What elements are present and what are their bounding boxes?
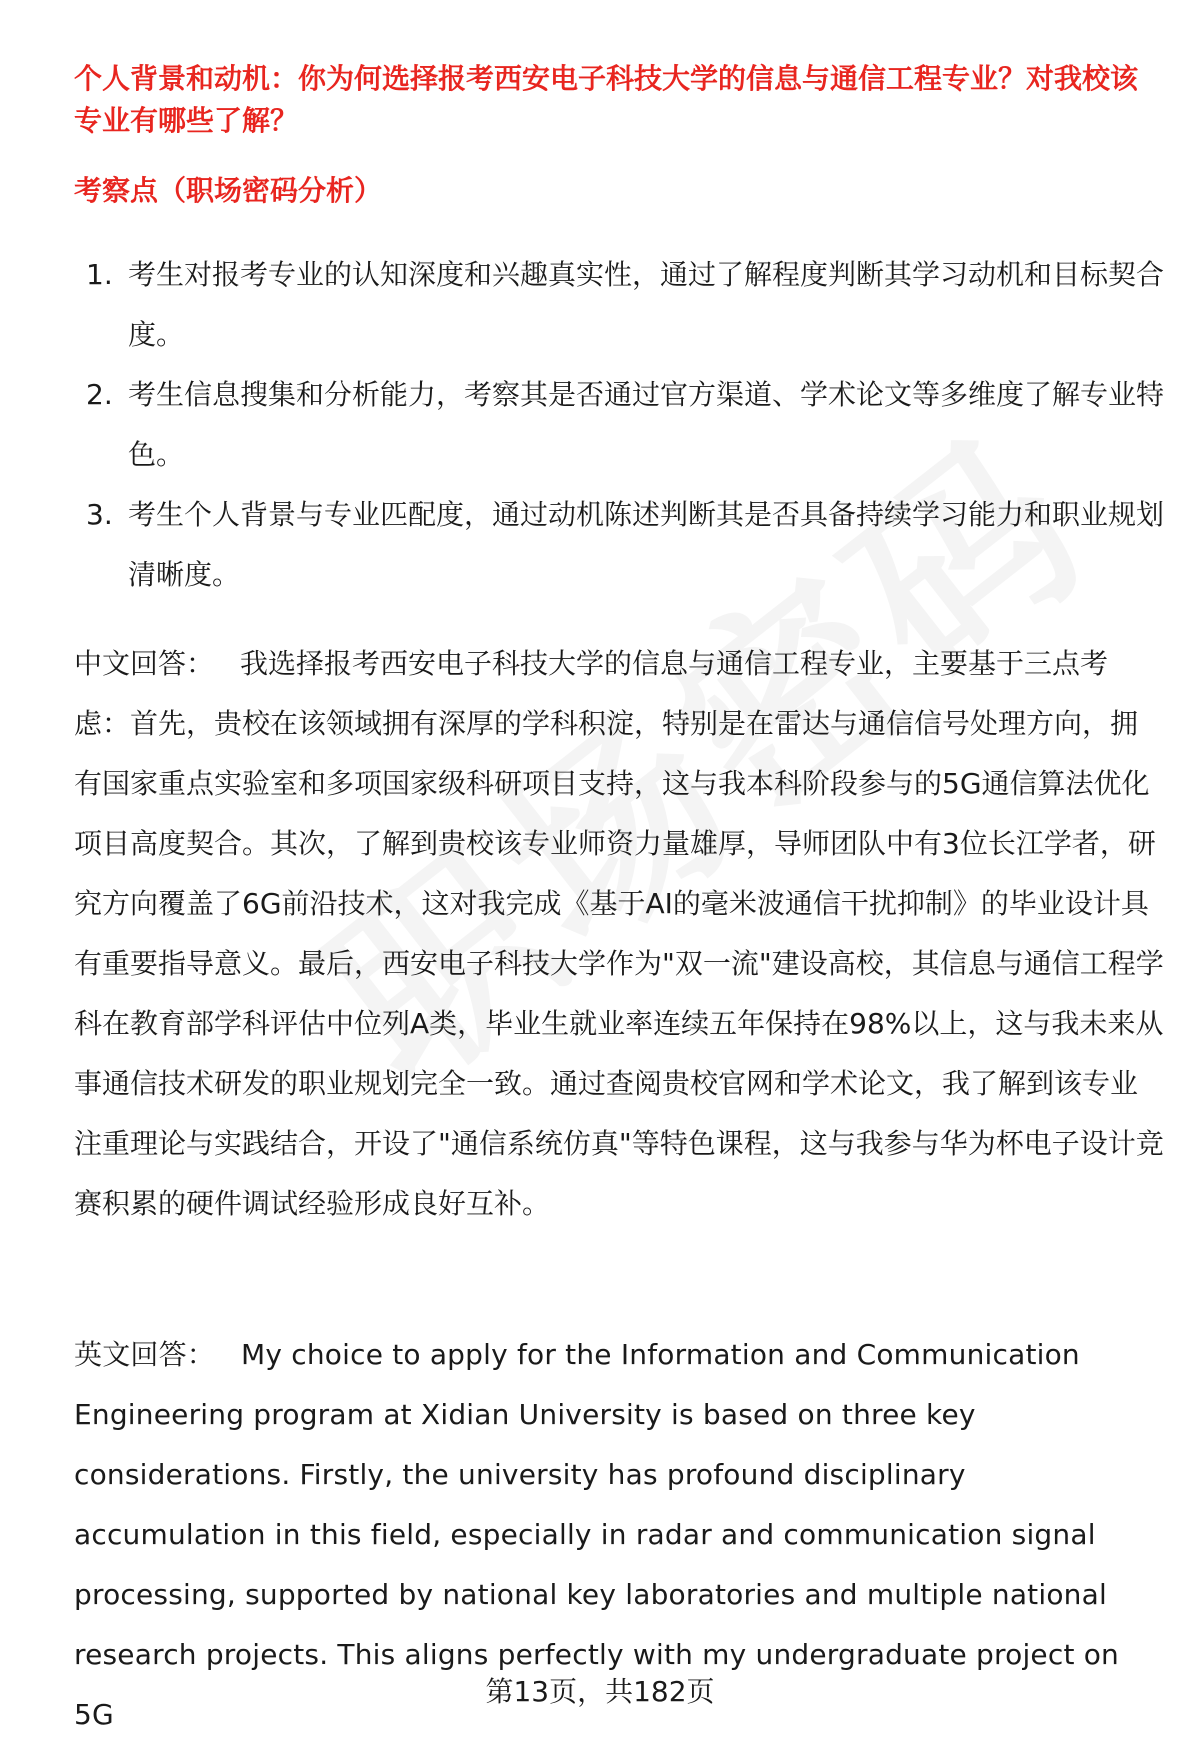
assessment-list: [74, 245, 1164, 605]
assessment-item: [74, 485, 1164, 605]
chinese-answer-label: 中文回答：: [74, 647, 215, 680]
question-title: 个人背景和动机：你为何选择报考西安电子科技大学的信息与通信工程专业？对我校该专业有哪些了解？: [74, 62, 1139, 137]
english-answer-label: 英文回答：: [74, 1338, 216, 1371]
assessment-item-number: 3.: [86, 498, 113, 531]
assessment-item: [74, 365, 1164, 485]
assessment-item-text: 考生信息搜集和分析能力，考察其是否通过官方渠道、学术论文等多维度了解专业特色。: [128, 378, 1165, 471]
assessment-heading: 考察点（职场密码分析）: [74, 174, 383, 207]
page-number: 第13页，共182页: [485, 1675, 715, 1708]
assessment-item: [74, 245, 1164, 365]
assessment-item-number: 1.: [86, 258, 113, 291]
english-answer-text: My choice to apply for the Information and Communication Engineering program at Xidian University is based on three key considerations. Firstly, the university has profound disciplinary accumulation in this field, especially in radar and communication signal processing, supported by national key laboratories and multiple national research projects. This aligns perfectly with my undergraduate project on 5G: [74, 1338, 1120, 1731]
assessment-item-text: 考生个人背景与专业匹配度，通过动机陈述判断其是否具备持续学习能力和职业规划清晰度。: [128, 498, 1165, 591]
assessment-item-text: 考生对报考专业的认知深度和兴趣真实性，通过了解程度判断其学习动机和目标契合度。: [128, 258, 1165, 351]
assessment-item-number: 2.: [86, 378, 113, 411]
chinese-answer: [74, 634, 1164, 1234]
chinese-answer-text: 我选择报考西安电子科技大学的信息与通信工程专业，主要基于三点考虑：首先，贵校在该领域拥有深厚的学科积淀，特别是在雷达与通信信号处理方向，拥有国家重点实验室和多项国家级科研项目支持，这与我本科阶段参与的5G通信算法优化项目高度契合。其次，了解到贵校该专业师资力量雄厚，导师团队中有3位长江学者，研究方向覆盖了6G前沿技术，这对我完成《基于AI的毫米波通信干扰抑制》的毕业设计具有重要指导意义。最后，西安电子科技大学作为"双一流"建设高校，其信息与通信工程学科在教育部学科评估中位列A类，毕业生就业率连续五年保持在98%以上，这与我未来从事通信技术研发的职业规划完全一致。通过查阅贵校官网和学术论文，我了解到该专业注重理论与实践结合，开设了"通信系统仿真"等特色课程，这与我参与华为杯电子设计竞赛积累的硬件调试经验形成良好互补。: [74, 647, 1164, 1220]
